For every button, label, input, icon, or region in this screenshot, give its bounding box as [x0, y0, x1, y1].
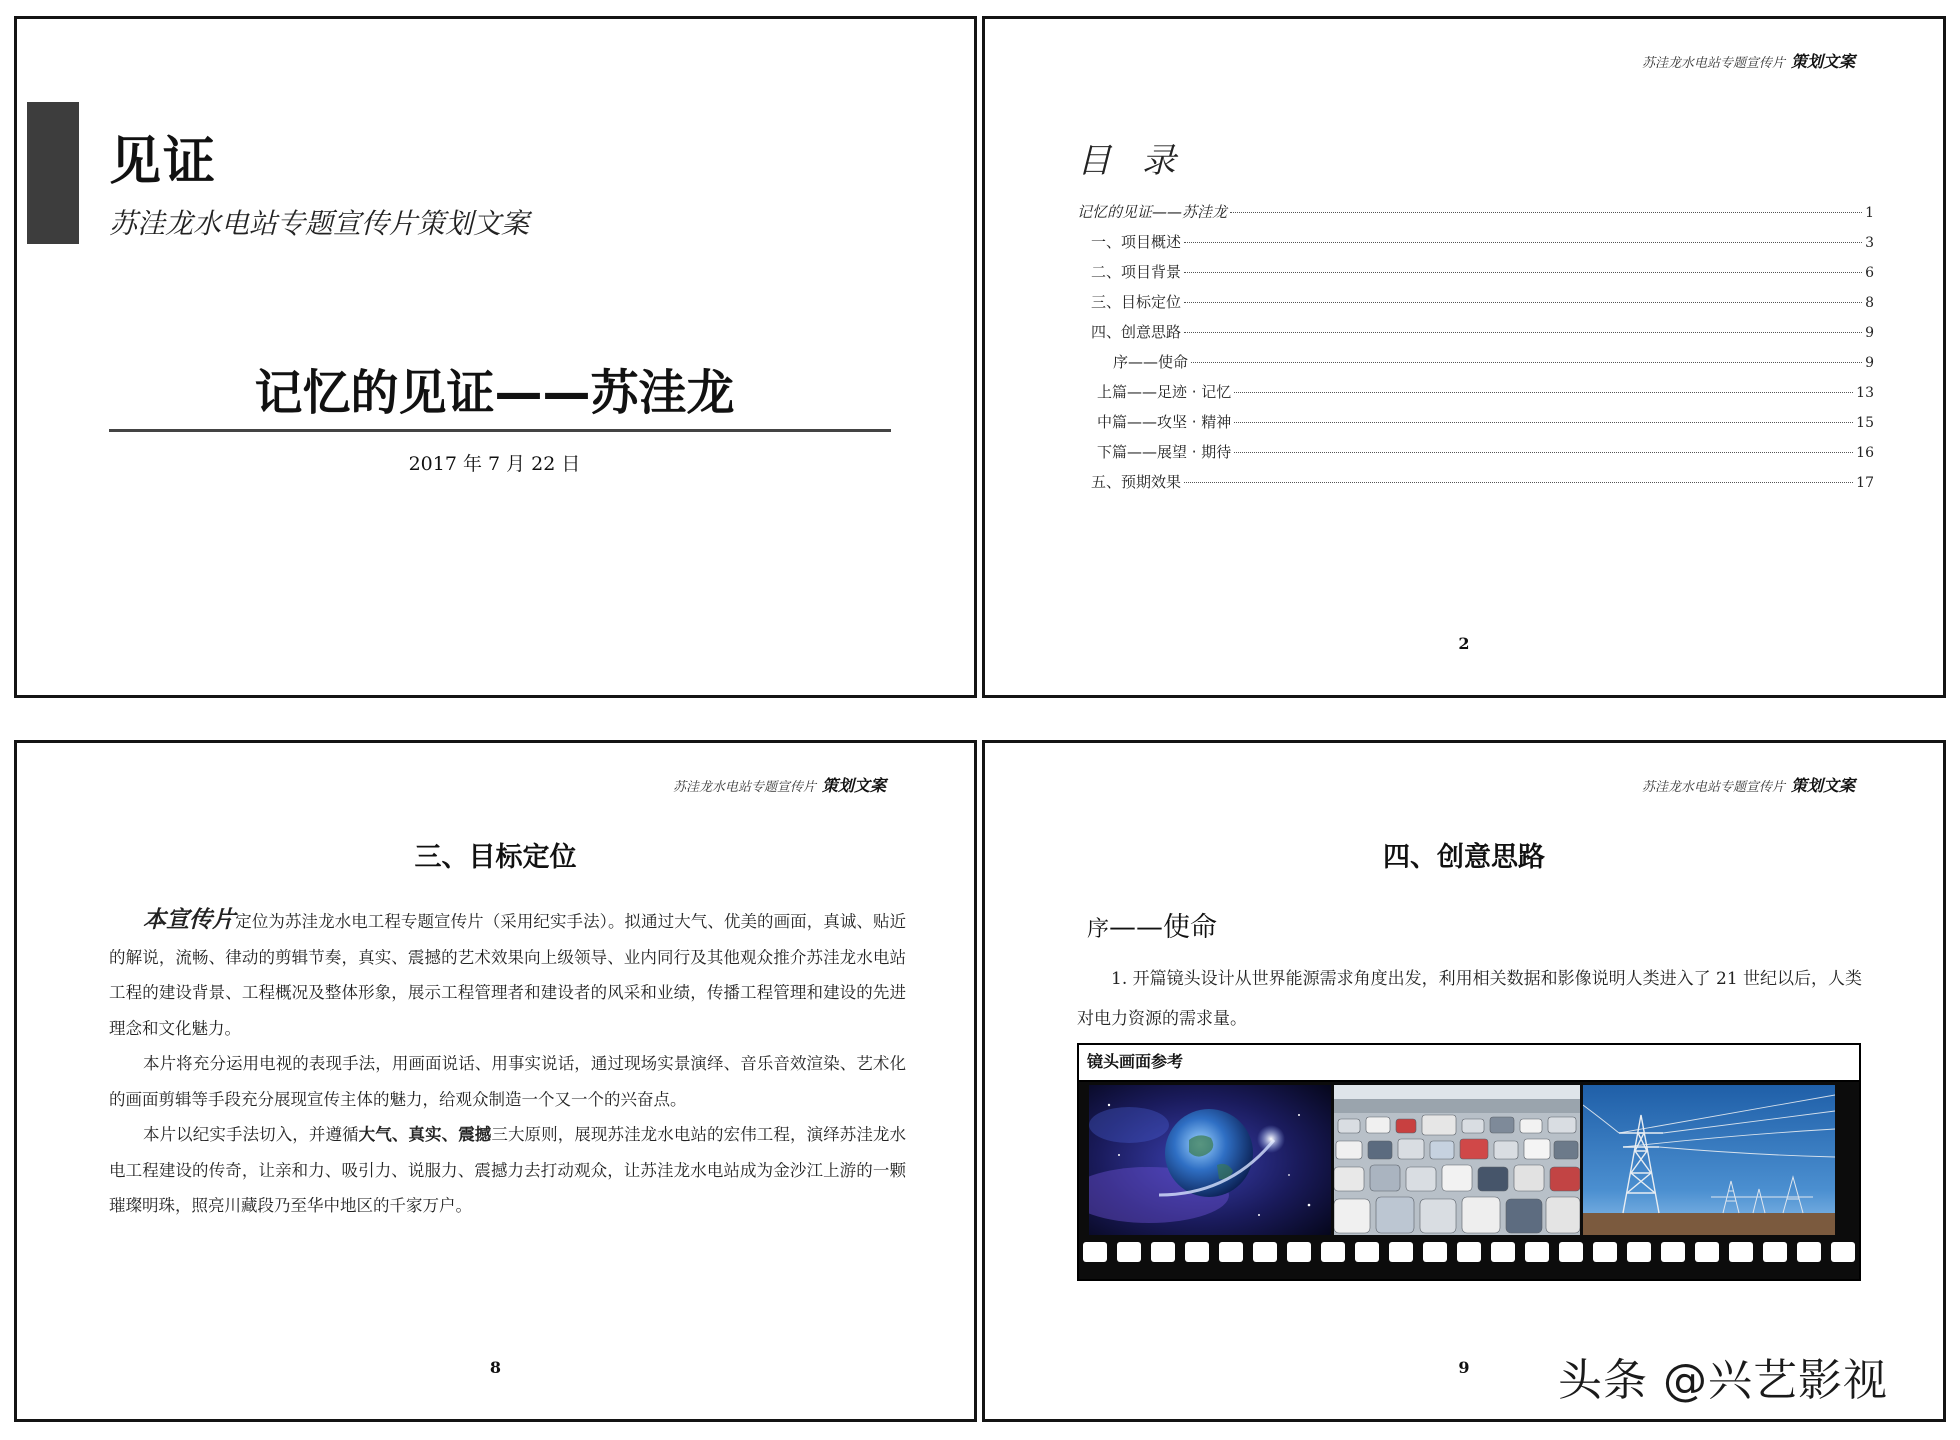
toc-entry[interactable]: 序——使命 9 — [1113, 353, 1874, 371]
cover-title: 见证 — [109, 132, 218, 192]
toc-entry[interactable]: 一、项目概述 3 — [1091, 233, 1874, 251]
traffic-image — [1334, 1085, 1580, 1235]
toc-entry[interactable]: 五、预期效果 17 — [1091, 473, 1874, 491]
watermark-text: 头条 @兴艺影视 — [1558, 1355, 1888, 1406]
cover-divider — [109, 429, 891, 432]
toc-entry[interactable]: 下篇——展望 · 期待 16 — [1097, 443, 1874, 461]
creative-page — [982, 740, 1946, 1422]
page-number: 8 — [489, 1358, 502, 1377]
toc-entry[interactable]: 四、创意思路 9 — [1091, 323, 1874, 341]
cover-page — [14, 16, 977, 698]
toc-page — [982, 16, 1946, 698]
cover-subtitle: 苏洼龙水电站专题宣传片策划文案 — [109, 207, 530, 240]
running-header: 苏洼龙水电站专题宣传片 策划文案 — [672, 776, 886, 795]
page-number: 9 — [1458, 1358, 1470, 1377]
positioning-page — [14, 740, 977, 1422]
cover-date: 2017 年 7 月 22 日 — [408, 453, 581, 475]
film-sprocket-row — [1083, 1242, 1855, 1262]
film-caption: 镜头画面参考 — [1079, 1045, 1859, 1082]
lead-phrase: 本宣传片 — [143, 907, 236, 933]
body-paragraph: 本片将充分运用电视的表现手法，用画面说话、用事实说话，通过现场实景演绎、音乐音效渲染、艺术化的画面剪辑等手段充分展现宣传主体的魅力，给观众制造一个又一个的兴奋点。 — [109, 1054, 906, 1109]
toc-entry[interactable]: 中篇——攻坚 · 精神 15 — [1097, 413, 1874, 431]
toc-entry[interactable]: 记忆的见证——苏洼龙 1 — [1077, 203, 1874, 221]
subsection-title: 序——使命 — [1087, 912, 1218, 943]
section-body — [109, 903, 906, 1224]
section-title: 三、目标定位 — [414, 842, 577, 873]
power-tower-image — [1583, 1085, 1835, 1235]
body-paragraph: 1. 开篇镜头设计从世界能源需求角度出发，利用相关数据和影像说明人类进入了 21 世纪以后，人类对电力资源的需求量。 — [1077, 969, 1863, 1029]
cover-accent-bar — [27, 102, 79, 244]
cover-main-title: 记忆的见证——苏洼龙 — [254, 365, 735, 421]
earth-image — [1089, 1085, 1331, 1235]
running-header: 苏洼龙水电站专题宣传片 策划文案 — [1641, 776, 1855, 795]
emphasis-text: 大气、真实、震撼 — [358, 1125, 492, 1144]
body-paragraph: 本宣传片定位为苏洼龙水电工程专题宣传片（采用纪实手法）。拟通过大气、优美的画面，真诚、贴近的解说，流畅、律动的剪辑节奏，真实、震撼的艺术效果向上级领导、业内同行及其他观众推介苏洼龙水电站工程的建设背景、工程概况及整体形象，展示工程管理者和建设者的风采和业绩，传播工程管理和建设的先进理念和文化魅力。 — [109, 907, 906, 1038]
toc-entry[interactable]: 二、项目背景 6 — [1091, 263, 1874, 281]
section-title: 四、创意思路 — [1383, 842, 1545, 873]
toc-entry[interactable]: 三、目标定位 8 — [1091, 293, 1874, 311]
toc-list — [1077, 201, 1874, 501]
running-header: 苏洼龙水电站专题宣传片 策划文案 — [1641, 52, 1855, 71]
body-paragraph: 本片以纪实手法切入，并遵循大气、真实、震撼三大原则，展现苏洼龙水电站的宏伟工程，演绎苏洼龙水电工程建设的传奇，让亲和力、吸引力、说服力、震撼力去打动观众，让苏洼龙水电站成为金沙江上游的一颗璀璨明珠，照亮川藏段乃至华中地区的千家万户。 — [109, 1125, 907, 1215]
toc-title: 目 录 — [1077, 141, 1186, 181]
toc-entry[interactable]: 上篇——足迹 · 记忆 13 — [1097, 383, 1874, 401]
page-number: 2 — [1458, 634, 1470, 653]
film-strip — [1077, 1043, 1861, 1281]
